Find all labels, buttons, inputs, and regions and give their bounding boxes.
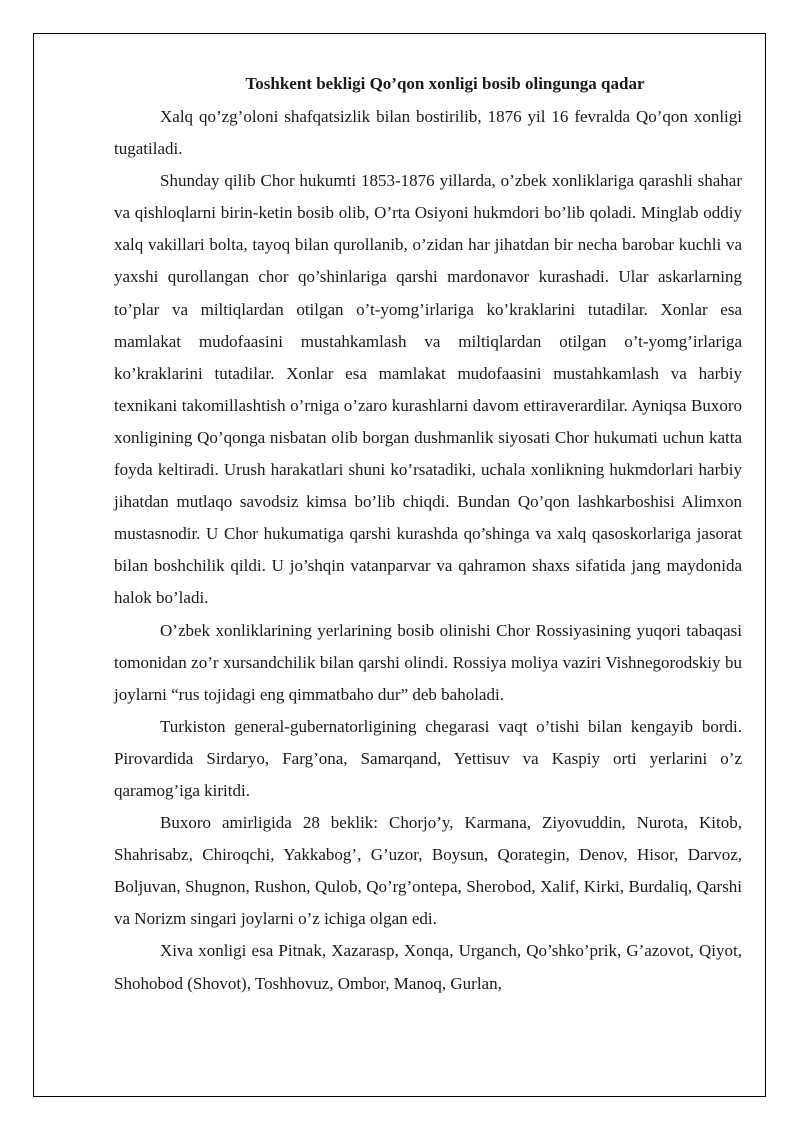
document-title: Toshkent bekligi Qo’qon xonligi bosib olingunga qadar <box>245 74 645 93</box>
paragraph: O’zbek xonliklarining yerlarining bosib olinishi Chor Rossiyasining yuqori tabaqasi tomonidan zo’r xursandchilik bilan qarshi olindi. Rossiya moliya vaziri Vishnegorodskiy bu joylarni “rus tojidagi eng qimmatbaho dur” deb baholadi. <box>114 620 742 704</box>
paragraph: Shunday qilib Chor hukumti 1853-1876 yillarda, o’zbek xonliklariga qarashli shahar va qishloqlarni birin-ketin bosib olib, O’rta Osiyoni hukmdori bo’lib qoladi. Minglab oddiy xalq vakillari bolta, tayoq bilan qurollanib, o’zidan har jihatdan bir necha barobar kuchli va yaxshi qurollangan chor qo’shinlariga qarshi mardonavor kurashadi. Ular askarlarning to’plar va miltiqlardan otilgan o’t-yomg’irlariga ko’kraklarini tutadilar. Xonlar esa mamlakat mudofaasini mustahkamlash va miltiqlardan otilgan o’t-yomg’irlariga ko’kraklarini tutadilar. Xonlar esa mamlakat mudofaasini mustahkamlash va harbiy texnikani takomillashtish o’rniga o’zaro kurashlarni davom ettiraverardilar. Ayniqsa Buxoro xonligining Qo’qonga nisbatan olib borgan dushmanlik siyosati Chor hukumati uchun katta foyda keltiradi. Urush harakatlari shuni ko’rsatadiki, uchala xonlikning hukmdorlari harbiy jihatdan mutlaqo savodsiz kimsa bo’lib chiqdi. Bundan Qo’qon lashkarboshisi Alimxon mustasnodir. U Chor hukumatiga qarshi kurashda qo’shinga va xalq qasoskorlariga jasorat bilan boshchilik qildi. U jo’shqin vatanparvar va qahramon shaxs sifatida jang maydonida halok bo’ladi. <box>114 171 742 608</box>
document-body <box>114 73 742 1000</box>
paragraph: Xalq qo’zg’oloni shafqatsizlik bilan bostirilib, 1876 yil 16 fevralda Qo’qon xonligi tugatiladi. <box>114 107 742 159</box>
paragraph: Turkiston general-gubernatorligining chegarasi vaqt o’tishi bilan kengayib bordi. Pirovardida Sirdaryo, Farg’ona, Samarqand, Yettisuv va Kaspiy orti yerlarini o’z qaramog’iga kiritdi. <box>114 716 742 800</box>
paragraph: Buxoro amirligida 28 beklik: Chorjo’y, Karmana, Ziyovuddin, Nurota, Kitob, Shahrisabz, Chiroqchi, Yakkabog’, G’uzor, Boysun, Qorategin, Denov, Hisor, Darvoz, Boljuvan, Shugnon, Rushon, Qulob, Qo’rg’ontepa, Sherobod, Xalif, Kirki, Burdaliq, Qarshi va Norizm singari joylarni o’z ichiga olgan edi. <box>114 813 742 929</box>
paragraph: Xiva xonligi esa Pitnak, Xazarasp, Xonqa, Urganch, Qo’shko’prik, G’azovot, Qiyot, Shohobod (Shovot), Toshhovuz, Ombor, Manoq, Gurlan, <box>114 941 742 993</box>
